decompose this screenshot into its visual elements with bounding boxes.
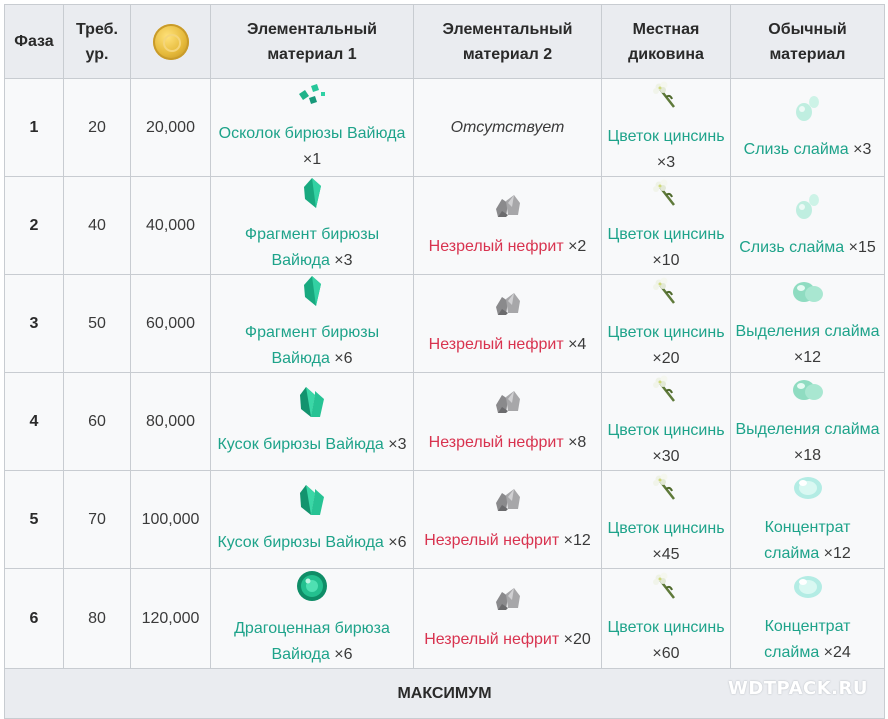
elem1-cell bbox=[211, 373, 414, 471]
common-link[interactable]: Концентрат слайма bbox=[764, 618, 851, 661]
level-cell: 60 bbox=[64, 373, 131, 471]
common-link[interactable]: Выделения слайма bbox=[735, 323, 880, 340]
local-qty: ×10 bbox=[652, 252, 680, 269]
qingxin-flower-icon bbox=[606, 373, 726, 414]
ascension-materials-table bbox=[4, 4, 885, 719]
local-cell bbox=[602, 275, 731, 373]
local-qty: ×60 bbox=[652, 645, 680, 662]
header-row bbox=[5, 5, 885, 79]
turquoise-chunk-icon bbox=[215, 483, 409, 526]
common-cell bbox=[731, 569, 885, 669]
local-qty: ×3 bbox=[656, 154, 676, 171]
header-common: Обычный материал bbox=[731, 5, 885, 79]
nephrite-icon bbox=[418, 289, 597, 328]
level-cell: 80 bbox=[64, 569, 131, 669]
common-link[interactable]: Слизь слайма bbox=[739, 239, 845, 256]
mora-cell: 40,000 bbox=[131, 177, 211, 275]
table-row bbox=[5, 79, 885, 177]
elem1-cell bbox=[211, 569, 414, 669]
header-phase: Фаза bbox=[5, 5, 64, 79]
common-qty: ×3 bbox=[848, 141, 872, 158]
elem2-link[interactable]: Незрелый нефрит bbox=[428, 238, 564, 255]
elem2-cell bbox=[414, 177, 602, 275]
qingxin-flower-icon bbox=[606, 177, 726, 218]
local-link[interactable]: Цветок цинсинь bbox=[607, 619, 725, 636]
elem1-cell bbox=[211, 471, 414, 569]
header-mora bbox=[131, 5, 211, 79]
elem1-qty: ×3 bbox=[383, 436, 407, 453]
common-link[interactable]: Слизь слайма bbox=[743, 141, 849, 158]
header-level: Треб. ур. bbox=[64, 5, 131, 79]
elem2-cell bbox=[414, 569, 602, 669]
turquoise-gemstone-icon bbox=[215, 569, 409, 612]
mora-cell: 100,000 bbox=[131, 471, 211, 569]
local-qty: ×20 bbox=[652, 350, 680, 367]
common-qty: ×18 bbox=[793, 447, 822, 464]
local-link[interactable]: Цветок цинсинь bbox=[607, 520, 725, 537]
table-row bbox=[5, 177, 885, 275]
header-local: Местная диковина bbox=[602, 5, 731, 79]
elem1-link[interactable]: Драгоценная бирюза Вайюда bbox=[234, 620, 390, 663]
local-link[interactable]: Цветок цинсинь bbox=[607, 128, 725, 145]
header-elem2: Элементальный материал 2 bbox=[414, 5, 602, 79]
slime-concentrate-icon bbox=[735, 472, 880, 511]
elem2-qty: ×8 bbox=[563, 434, 587, 451]
nephrite-icon bbox=[418, 485, 597, 524]
qingxin-flower-icon bbox=[606, 79, 726, 120]
nephrite-icon bbox=[418, 387, 597, 426]
common-link[interactable]: Концентрат слайма bbox=[764, 519, 851, 562]
phase-cell: 3 bbox=[5, 275, 64, 373]
table-row bbox=[5, 471, 885, 569]
local-qty: ×45 bbox=[652, 546, 680, 563]
qingxin-flower-icon bbox=[606, 471, 726, 512]
common-qty: ×15 bbox=[844, 239, 876, 256]
local-cell bbox=[602, 373, 731, 471]
phase-cell: 1 bbox=[5, 79, 64, 177]
level-cell: 20 bbox=[64, 79, 131, 177]
elem2-cell bbox=[414, 275, 602, 373]
turquoise-fragment-icon bbox=[215, 177, 409, 218]
elem1-cell bbox=[211, 79, 414, 177]
turquoise-chunk-icon bbox=[215, 385, 409, 428]
local-cell bbox=[602, 79, 731, 177]
elem2-qty: ×20 bbox=[559, 631, 591, 648]
common-qty: ×12 bbox=[793, 349, 822, 366]
slime-condensate-icon bbox=[735, 190, 880, 231]
elem1-link[interactable]: Осколок бирюзы Вайюда bbox=[218, 125, 406, 142]
common-link[interactable]: Выделения слайма bbox=[735, 421, 880, 438]
local-cell bbox=[602, 569, 731, 669]
nephrite-icon bbox=[418, 584, 597, 623]
level-cell: 50 bbox=[64, 275, 131, 373]
common-cell bbox=[731, 373, 885, 471]
elem2-cell bbox=[414, 79, 602, 177]
mora-coin-icon bbox=[153, 24, 189, 60]
nephrite-icon bbox=[418, 191, 597, 230]
mora-cell: 80,000 bbox=[131, 373, 211, 471]
elem2-qty: ×12 bbox=[559, 532, 591, 549]
table-row bbox=[5, 373, 885, 471]
phase-cell: 5 bbox=[5, 471, 64, 569]
mora-cell: 20,000 bbox=[131, 79, 211, 177]
table-row bbox=[5, 569, 885, 669]
phase-cell: 6 bbox=[5, 569, 64, 669]
local-cell bbox=[602, 177, 731, 275]
elem1-link[interactable]: Кусок бирюзы Вайюда bbox=[217, 534, 384, 551]
slime-secretions-icon bbox=[735, 276, 880, 315]
local-link[interactable]: Цветок цинсинь bbox=[607, 226, 725, 243]
watermark: WDTPACK.RU bbox=[727, 678, 868, 699]
common-cell bbox=[731, 275, 885, 373]
header-elem1: Элементальный материал 1 bbox=[211, 5, 414, 79]
phase-cell: 4 bbox=[5, 373, 64, 471]
elem2-link[interactable]: Незрелый нефрит bbox=[428, 434, 564, 451]
footer-max: МАКСИМУМ bbox=[5, 669, 885, 719]
elem1-qty: ×6 bbox=[383, 534, 407, 551]
elem1-qty: ×6 bbox=[329, 646, 353, 663]
elem2-link[interactable]: Незрелый нефрит bbox=[428, 336, 564, 353]
slime-secretions-icon bbox=[735, 374, 880, 413]
common-cell bbox=[731, 471, 885, 569]
elem1-cell bbox=[211, 275, 414, 373]
turquoise-sliver-icon bbox=[215, 82, 409, 117]
mora-cell: 60,000 bbox=[131, 275, 211, 373]
elem2-link[interactable]: Незрелый нефрит bbox=[424, 532, 560, 549]
elem2-cell bbox=[414, 373, 602, 471]
elem1-link[interactable]: Фрагмент бирюзы Вайюда bbox=[244, 226, 380, 269]
elem1-link[interactable]: Кусок бирюзы Вайюда bbox=[217, 436, 384, 453]
table-row bbox=[5, 275, 885, 373]
common-cell bbox=[731, 177, 885, 275]
local-qty: ×30 bbox=[652, 448, 680, 465]
slime-condensate-icon bbox=[735, 92, 880, 133]
elem1-link[interactable]: Фрагмент бирюзы Вайюда bbox=[244, 324, 380, 367]
local-link[interactable]: Цветок цинсинь bbox=[607, 422, 725, 439]
elem2-qty: ×2 bbox=[563, 238, 587, 255]
common-qty: ×12 bbox=[819, 545, 851, 562]
elem1-qty: ×6 bbox=[329, 350, 353, 367]
phase-cell: 2 bbox=[5, 177, 64, 275]
slime-concentrate-icon bbox=[735, 571, 880, 610]
elem1-qty: ×3 bbox=[329, 252, 353, 269]
local-cell bbox=[602, 471, 731, 569]
elem1-qty: ×1 bbox=[302, 151, 322, 168]
turquoise-fragment-icon bbox=[215, 275, 409, 316]
level-cell: 40 bbox=[64, 177, 131, 275]
elem2-link[interactable]: Незрелый нефрит bbox=[424, 631, 560, 648]
qingxin-flower-icon bbox=[606, 275, 726, 316]
elem2-cell bbox=[414, 471, 602, 569]
elem1-cell bbox=[211, 177, 414, 275]
absent-text: Отсутствует bbox=[450, 118, 565, 136]
elem2-qty: ×4 bbox=[563, 336, 587, 353]
common-qty: ×24 bbox=[819, 644, 851, 661]
qingxin-flower-icon bbox=[606, 570, 726, 611]
level-cell: 70 bbox=[64, 471, 131, 569]
common-cell bbox=[731, 79, 885, 177]
mora-cell: 120,000 bbox=[131, 569, 211, 669]
local-link[interactable]: Цветок цинсинь bbox=[607, 324, 725, 341]
